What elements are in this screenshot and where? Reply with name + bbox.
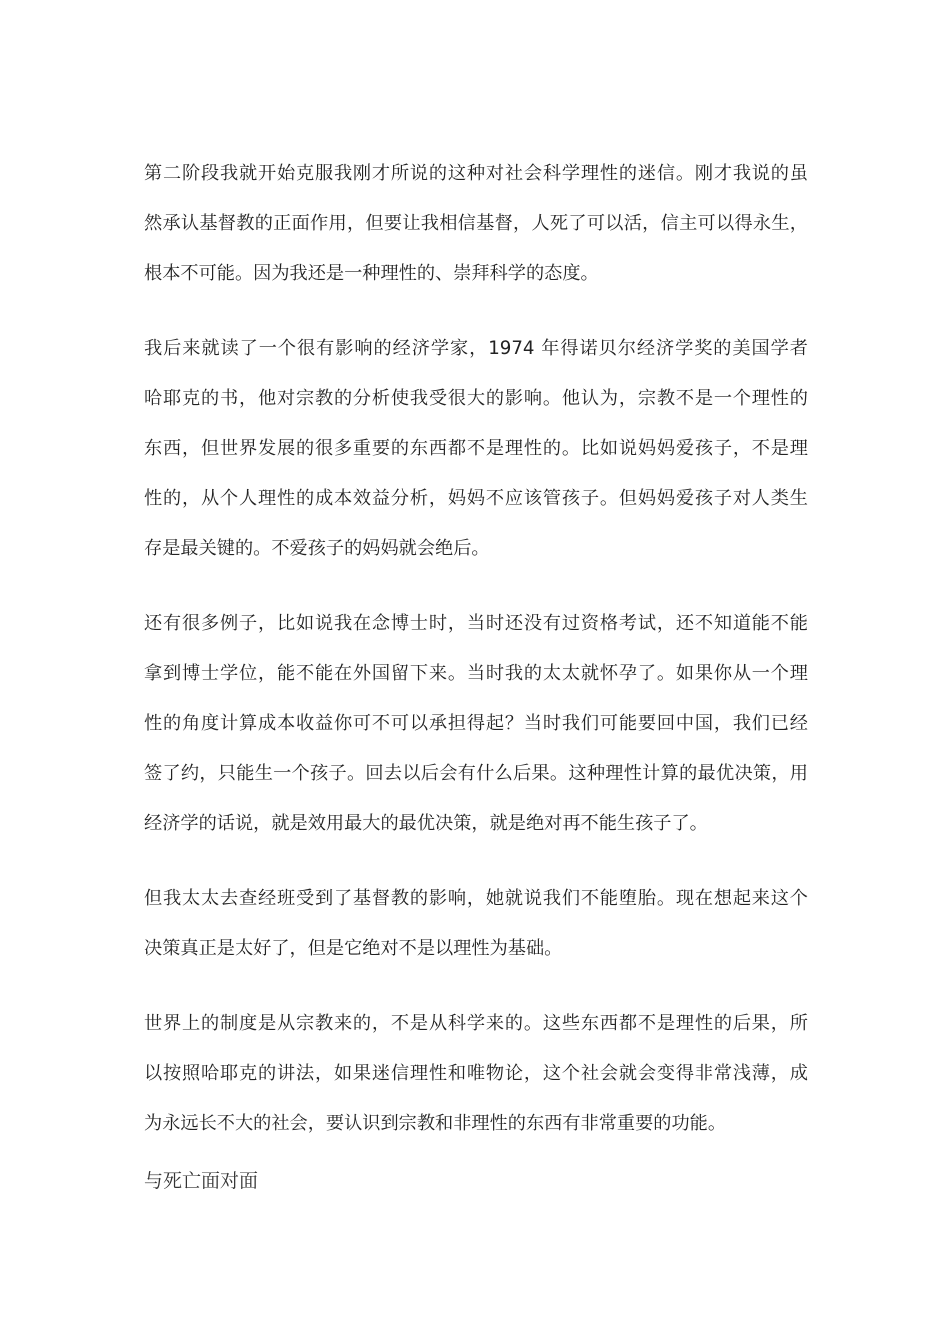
document-body [144,155,808,1180]
paragraph-line: 但我太太去查经班受到了基督教的影响，她就说我们不能堕胎。现在想起来这个 [144,888,808,909]
paragraph-line: 性的角度计算成本收益你可不可以承担得起？当时我们可能要回中国，我们已经 [144,713,808,734]
paragraph-line: 根本不可能。因为我还是一种理性的、崇拜科学的态度。 [144,263,599,284]
paragraph-5 [144,1005,808,1155]
paragraph-line: 哈耶克的书，他对宗教的分析使我受很大的影响。他认为，宗教不是一个理性的 [144,388,808,409]
paragraph-line: 东西，但世界发展的很多重要的东西都不是理性的。比如说妈妈爱孩子，不是理 [144,438,808,459]
paragraph-line: 然承认基督教的正面作用，但要让我相信基督，人死了可以活，信主可以得永生， [144,213,808,234]
paragraph-line: 还有很多例子，比如说我在念博士时，当时还没有过资格考试，还不知道能不能 [144,613,808,634]
paragraph-line: 世界上的制度是从宗教来的，不是从科学来的。这些东西都不是理性的后果，所 [144,1013,808,1034]
paragraph-line: 性的，从个人理性的成本效益分析，妈妈不应该管孩子。但妈妈爱孩子对人类生 [144,488,808,509]
paragraph-line: 第二阶段我就开始克服我刚才所说的这种对社会科学理性的迷信。刚才我说的虽 [144,163,808,184]
paragraph-4 [144,880,808,980]
paragraph-3 [144,605,808,855]
section-heading: 与死亡面对面 [144,1170,259,1192]
paragraph-line: 拿到博士学位，能不能在外国留下来。当时我的太太就怀孕了。如果你从一个理 [144,663,808,684]
paragraph-2 [144,330,808,580]
paragraph-line: 经济学的话说，就是效用最大的最优决策，就是绝对再不能生孩子了。 [144,813,708,834]
paragraph-line: 以按照哈耶克的讲法，如果迷信理性和唯物论，这个社会就会变得非常浅薄，成 [144,1063,808,1084]
paragraph-line: 签了约，只能生一个孩子。回去以后会有什么后果。这种理性计算的最优决策，用 [144,763,808,784]
paragraph-line: 为永远长不大的社会，要认识到宗教和非理性的东西有非常重要的功能。 [144,1113,727,1134]
paragraph-1 [144,155,808,305]
paragraph-line: 我后来就读了一个很有影响的经济学家，1974 年得诺贝尔经济学奖的美国学者 [144,338,808,359]
paragraph-line: 存是最关键的。不爱孩子的妈妈就会绝后。 [144,538,490,559]
paragraph-line: 决策真正是太好了，但是它绝对不是以理性为基础。 [144,938,563,959]
